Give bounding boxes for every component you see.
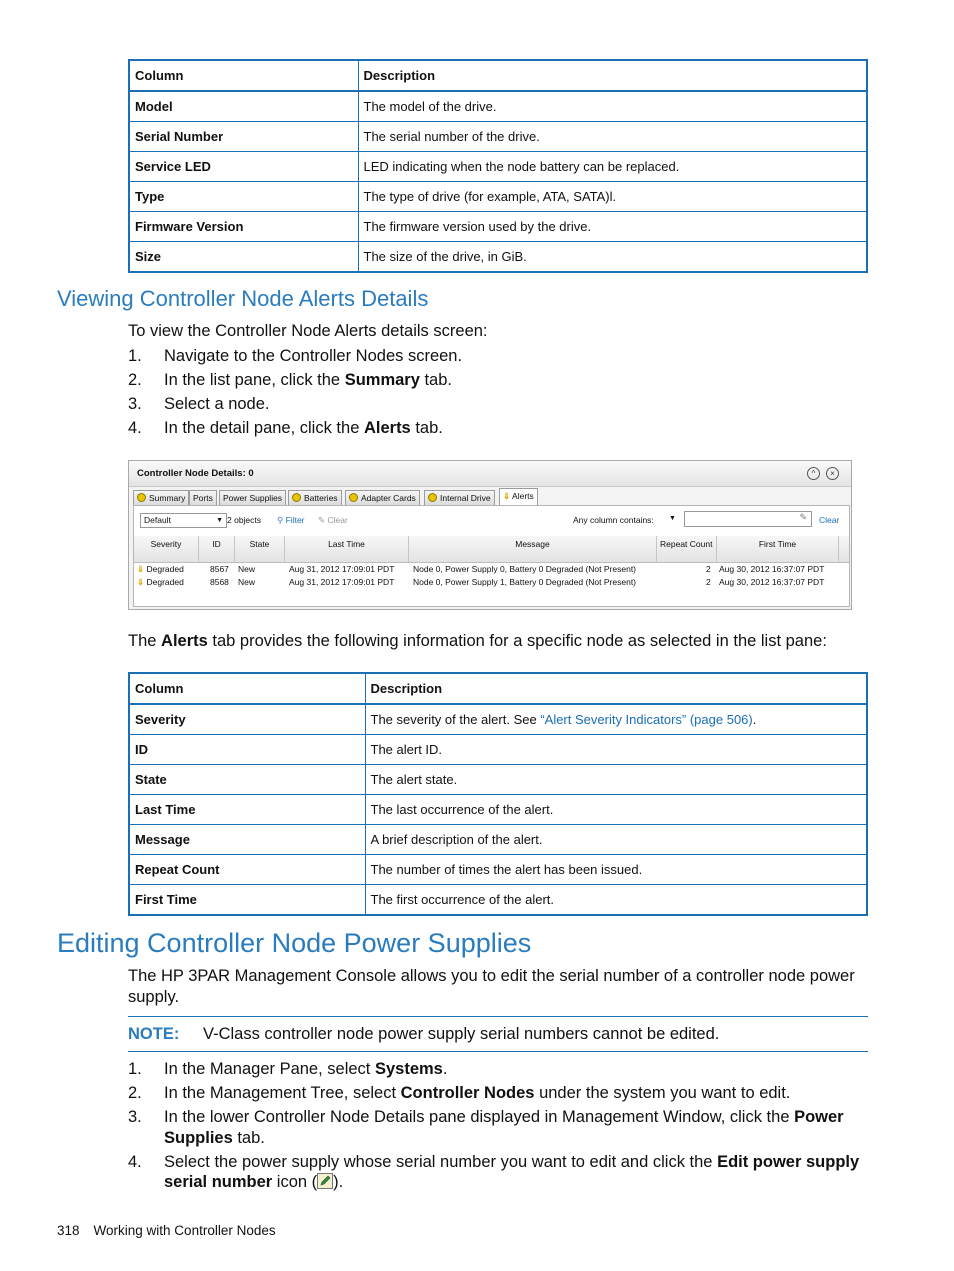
term-cell: Severity — [129, 704, 365, 735]
description-header: Description — [358, 60, 867, 91]
tab-label: Power Supplies — [223, 493, 283, 503]
tab-label: Summary — [149, 493, 186, 503]
column-header-first-time[interactable]: First Time — [717, 536, 839, 562]
step-text-end: ). — [333, 1173, 344, 1191]
description-cell: The size of the drive, in GiB. — [358, 242, 867, 273]
term-cell: Firmware Version — [129, 212, 358, 242]
list-item — [128, 346, 868, 367]
edit-serial-number-icon — [317, 1173, 333, 1189]
alerts-steps-list — [128, 346, 868, 442]
term-cell: First Time — [129, 885, 365, 916]
description-cell: The last occurrence of the alert. — [365, 795, 867, 825]
step-number: 4. — [128, 1152, 142, 1171]
severity-text: Degraded — [146, 577, 184, 587]
step-bold: Summary — [344, 371, 420, 389]
table-row — [129, 242, 867, 273]
tab-ports[interactable] — [189, 490, 217, 506]
list-item — [128, 1107, 868, 1148]
tab-adapter-cards[interactable] — [345, 490, 420, 506]
severity-text: Degraded — [146, 564, 184, 574]
list-item — [128, 1059, 868, 1080]
table-row — [129, 704, 867, 735]
description-cell: The type of drive (for example, ATA, SATA)l. — [358, 182, 867, 212]
column-header-repeat-count[interactable]: Repeat Count — [657, 536, 717, 562]
eraser-icon[interactable]: ✎ — [799, 512, 807, 522]
term-cell: Model — [129, 91, 358, 122]
filter-select-value: Default — [144, 515, 171, 525]
step-number: 3. — [128, 395, 142, 413]
table-row[interactable] — [134, 564, 849, 576]
table-row — [129, 152, 867, 182]
table-row — [129, 825, 867, 855]
table-header-row — [129, 60, 867, 91]
filter-icon: ⚲ — [277, 515, 284, 525]
table-row — [129, 795, 867, 825]
search-input[interactable] — [684, 511, 812, 527]
description-cell: A brief description of the alert. — [365, 825, 867, 855]
tab-batteries[interactable] — [288, 490, 342, 506]
description-text: The severity of the alert. See — [370, 712, 541, 727]
column-header-message[interactable]: Message — [409, 536, 657, 562]
filter-label: Filter — [285, 515, 305, 525]
description-cell: The alert state. — [365, 765, 867, 795]
note-box — [128, 1016, 868, 1052]
step-number: 4. — [128, 419, 142, 437]
column-header-id[interactable]: ID — [199, 536, 235, 562]
description-cell: The alert ID. — [365, 735, 867, 765]
list-item — [128, 1152, 868, 1193]
message-cell: Node 0, Power Supply 1, Battery 0 Degraded (Not Present) — [413, 577, 637, 587]
tab-label: Internal Drive — [440, 493, 491, 503]
collapse-icon[interactable]: ^ — [807, 467, 820, 480]
message-cell: Node 0, Power Supply 0, Battery 0 Degraded (Not Present) — [413, 564, 637, 574]
description-tail: . — [752, 712, 757, 727]
step-text-tail: . — [442, 1060, 448, 1078]
section-heading-alerts: Viewing Controller Node Alerts Details — [57, 286, 429, 311]
alert-columns-table — [128, 672, 868, 916]
any-column-label: Any column contains: — [573, 515, 654, 525]
term-cell: Last Time — [129, 795, 365, 825]
table-row — [129, 182, 867, 212]
paragraph-bold: Alerts — [161, 632, 208, 650]
close-icon[interactable]: × — [826, 467, 839, 480]
controller-node-details-screenshot — [128, 460, 852, 610]
id-cell: 8568 — [210, 577, 229, 587]
table-header-row — [129, 673, 867, 704]
state-cell: New — [238, 577, 256, 587]
panel-title: Controller Node Details: 0 — [137, 468, 254, 479]
table-row — [129, 735, 867, 765]
status-icon — [137, 493, 146, 502]
id-cell: 8567 — [210, 564, 229, 574]
step-number: 1. — [128, 347, 142, 365]
chevron-down-icon: ▼ — [216, 517, 223, 524]
alert-arrow-icon: ⇓ — [503, 491, 511, 501]
step-text: Select a node. — [164, 395, 270, 413]
term-cell: State — [129, 765, 365, 795]
term-cell: ID — [129, 735, 365, 765]
column-header-severity[interactable]: Severity — [134, 536, 199, 562]
table-row[interactable] — [134, 577, 849, 589]
severity-cell — [137, 564, 184, 575]
step-text: In the lower Controller Node Details pane displayed in Management Window, click the — [164, 1108, 795, 1126]
object-count: 2 objects — [227, 515, 262, 525]
section-intro: The HP 3PAR Management Console allows you to edit the serial number of a controller node power supply. — [128, 967, 855, 1006]
term-cell: Service LED — [129, 152, 358, 182]
clear-filter-button[interactable] — [318, 515, 348, 526]
first-time-cell: Aug 30, 2012 16:37:07 PDT — [719, 577, 825, 587]
step-number: 3. — [128, 1108, 142, 1126]
drive-columns-table — [128, 59, 868, 273]
tab-internal-drive[interactable] — [424, 490, 495, 506]
term-cell: Repeat Count — [129, 855, 365, 885]
list-item — [128, 394, 868, 415]
note-text: V-Class controller node power supply serial numbers cannot be edited. — [203, 1025, 720, 1043]
term-cell: Message — [129, 825, 365, 855]
repeat-count-cell: 2 — [706, 564, 711, 574]
table-row — [129, 765, 867, 795]
status-icon — [349, 493, 358, 502]
status-icon — [292, 493, 301, 502]
step-text-tail: tab. — [419, 371, 452, 389]
repeat-count-cell: 2 — [706, 577, 711, 587]
description-cell: The number of times the alert has been issued. — [365, 855, 867, 885]
page-footer — [57, 1223, 290, 1238]
step-bold: Systems — [374, 1060, 443, 1078]
footer-title: Working with Controller Nodes — [93, 1223, 276, 1238]
degraded-arrow-icon: ⇓ — [137, 564, 145, 574]
panel-titlebar — [129, 461, 851, 487]
column-header: Column — [129, 60, 358, 91]
step-text: Select the power supply whose serial number you want to edit and click the — [164, 1152, 718, 1171]
severity-cell — [137, 577, 184, 588]
description-cell — [365, 704, 867, 735]
alerts-tab-description — [128, 631, 827, 652]
tab-label: Adapter Cards — [361, 493, 416, 503]
paragraph-text: The — [128, 632, 162, 650]
tab-summary[interactable] — [133, 490, 189, 506]
last-time-cell: Aug 31, 2012 17:09:01 PDT — [289, 577, 395, 587]
alerts-panel — [133, 505, 850, 607]
state-cell: New — [238, 564, 256, 574]
description-header: Description — [365, 673, 867, 704]
step-text: In the Manager Pane, select — [164, 1060, 375, 1078]
description-cell: The serial number of the drive. — [358, 122, 867, 152]
power-supply-steps-list — [128, 1059, 868, 1196]
tab-power-supplies[interactable] — [219, 490, 286, 506]
step-number: 2. — [128, 371, 142, 389]
grid-header — [134, 536, 849, 563]
alerts-toolbar — [134, 506, 849, 536]
description-cell: The model of the drive. — [358, 91, 867, 122]
list-item — [128, 418, 868, 439]
list-item — [128, 1083, 868, 1104]
step-text-tail: under the system you want to edit. — [534, 1084, 791, 1102]
step-text: In the list pane, click the — [164, 371, 345, 389]
term-cell: Type — [129, 182, 358, 212]
table-row — [129, 885, 867, 916]
step-text: In the detail pane, click the — [164, 419, 364, 437]
step-bold: Controller Nodes — [400, 1084, 535, 1102]
table-row — [129, 91, 867, 122]
step-text: In the Management Tree, select — [164, 1084, 401, 1102]
step-text-tail: tab. — [410, 419, 443, 437]
column-chooser-icon[interactable]: ▼ — [669, 515, 676, 522]
last-time-cell: Aug 31, 2012 17:09:01 PDT — [289, 564, 395, 574]
page-number: 318 — [57, 1223, 80, 1238]
term-cell: Size — [129, 242, 358, 273]
step-text: Navigate to the Controller Nodes screen. — [164, 347, 463, 365]
section-intro: To view the Controller Node Alerts details screen: — [128, 322, 488, 340]
description-cell: The firmware version used by the drive. — [358, 212, 867, 242]
tab-label: Alerts — [512, 491, 534, 501]
first-time-cell: Aug 30, 2012 16:37:07 PDT — [719, 564, 825, 574]
table-row — [129, 212, 867, 242]
step-bold: Power Supplies — [164, 1108, 844, 1147]
description-cell: LED indicating when the node battery can be replaced. — [358, 152, 867, 182]
table-row — [129, 122, 867, 152]
step-text-tail: icon ( — [272, 1173, 318, 1191]
step-number: 1. — [128, 1060, 142, 1078]
paragraph-text-tail: tab provides the following information for a specific node as selected in the list pane: — [207, 632, 827, 650]
column-header-last-time[interactable]: Last Time — [285, 536, 409, 562]
description-cell: The first occurrence of the alert. — [365, 885, 867, 916]
filter-select[interactable] — [140, 513, 227, 528]
tab-alerts[interactable] — [499, 488, 538, 506]
tab-label: Ports — [193, 493, 213, 503]
filter-button[interactable] — [277, 515, 305, 526]
table-row — [129, 855, 867, 885]
status-icon — [428, 493, 437, 502]
severity-indicators-link[interactable]: “Alert Severity Indicators” (page 506) — [540, 712, 753, 727]
term-cell: Serial Number — [129, 122, 358, 152]
clear-filter-label: Clear — [327, 515, 348, 525]
step-number: 2. — [128, 1084, 142, 1102]
section-heading-power-supplies: Editing Controller Node Power Supplies — [57, 928, 532, 958]
alerts-grid — [134, 536, 849, 604]
column-header-state[interactable]: State — [235, 536, 285, 562]
step-bold: Alerts — [363, 419, 411, 437]
step-bold: Edit power supply serial number — [164, 1152, 860, 1191]
list-item — [128, 370, 868, 391]
clear-link[interactable]: Clear — [819, 515, 840, 525]
tab-label: Batteries — [304, 493, 338, 503]
step-text-tail: tab. — [232, 1128, 265, 1147]
note-label: NOTE: — [128, 1025, 180, 1043]
column-header: Column — [129, 673, 365, 704]
eraser-icon: ✎ — [318, 515, 326, 525]
degraded-arrow-icon: ⇓ — [137, 577, 145, 587]
